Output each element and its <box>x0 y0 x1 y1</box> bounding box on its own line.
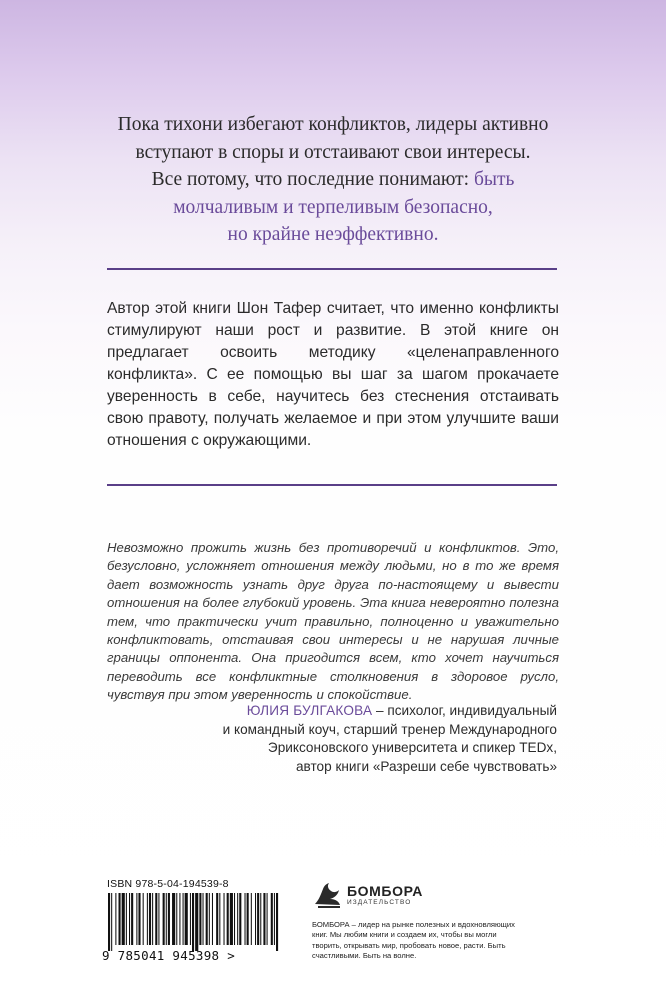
quote-line-1: Пока тихони избегают конфликтов, лидеры активно <box>117 114 549 135</box>
barcode-bar <box>274 893 275 945</box>
isbn-label: ISBN 978-5-04-194539-8 <box>107 878 229 890</box>
barcode-bar <box>255 893 256 945</box>
quote-highlight-2: молчаливым и терпеливым безопасно, <box>173 196 493 218</box>
barcode-bar <box>219 893 220 945</box>
barcode-bar <box>149 893 151 945</box>
barcode-bar <box>212 893 213 945</box>
quote-highlight-1: быть <box>473 169 515 190</box>
barcode-bar <box>172 893 175 945</box>
publisher-name: БОМБОРА <box>347 882 423 899</box>
barcode-bar <box>227 893 229 945</box>
barcode-bar <box>147 893 148 945</box>
barcode-bar <box>190 893 191 945</box>
barcode-bar <box>237 893 238 945</box>
publisher-description: БОМБОРА – лидер на рынке полезных и вдохновляющих книг. Мы любим книги и создаем их, чтобы вы могли творить, открывать мир, пробовать новое, расти. Быть счастливыми. Быть на волне. <box>312 920 515 961</box>
barcode-bar <box>251 893 252 945</box>
publisher-logo <box>312 880 532 910</box>
barcode-bar <box>257 893 259 945</box>
barcode-bar <box>216 893 218 945</box>
barcode-bar <box>203 893 204 945</box>
author-title-4: автор книги «Разреши себе чувствовать» <box>295 758 557 774</box>
quote-line-2: вступают в споры и отстаивают свои интересы. <box>135 141 531 163</box>
author-name: ЮЛИЯ БУЛГАКОВА <box>246 703 373 718</box>
author-title-3: Эриксоновского университета и спикер TEDx, <box>267 740 557 755</box>
barcode-bar <box>247 893 249 945</box>
barcode-bar <box>131 893 133 945</box>
barcode-bar <box>239 893 241 945</box>
review-text: Невозможно прожить жизнь без противоречий и конфликтов. Это, безусловно, усложняет отношения между людьми, но в то же время дает возможность узнать друг друга по-настоящему и вывести отношения на более глубокий уровень. Эта книга невероятно полезна тем, что практически учит правильно, полноценно и уважительно конфликтовать, отстаивая свои интересы и не нарушая личные границы оппонента. Она пригодится всем, кто хочет научиться переводить все конфликтные столкновения в здоровое русло, чувствуя при этом уверенность и спокойствие. <box>107 540 559 703</box>
barcode-bar <box>111 893 112 951</box>
barcode-bar <box>234 893 235 945</box>
author-title-2: и командный коуч, старший тренер Международного <box>222 721 557 737</box>
author-title-1: – психолог, индивидуальный <box>372 703 557 718</box>
barcode-bar <box>195 893 198 951</box>
barcode-bar <box>245 893 246 945</box>
barcode-bar <box>209 893 210 945</box>
barcode-bar <box>115 893 116 945</box>
barcode-bar <box>260 893 261 945</box>
barcode-bar <box>166 893 167 945</box>
barcode-bar <box>271 893 273 945</box>
barcode-graphic <box>104 893 282 951</box>
barcode-digits: 9 785041 945398 > <box>102 948 236 963</box>
barcode-bar <box>158 893 159 945</box>
barcode-bar <box>267 893 268 945</box>
book-description: Автор этой книги Шон Тафер считает, что именно конфликты стимулируют наши рост и развитие. В этой книге он предлагает освоить методику «целенаправленного конфликта». С ее помощью вы шаг за шагом прокачаете уверенность в себе, научитесь без стеснения отстаивать свою правоту, получать желаемое и при этом улучшите ваши отношения с окружающими. <box>107 300 559 449</box>
barcode-bar <box>119 893 121 945</box>
bombora-wave-icon <box>312 880 342 910</box>
barcode-bar <box>163 893 165 945</box>
barcode-bar <box>136 893 137 945</box>
barcode-bar <box>126 893 127 945</box>
barcode-bar <box>129 893 130 945</box>
barcode-bar <box>192 893 194 951</box>
publisher-block <box>312 880 532 962</box>
barcode-bar <box>143 893 144 945</box>
barcode-bar <box>168 893 170 945</box>
quote-line-3: Все потому, что последние понимают: <box>151 169 474 190</box>
barcode-bar <box>224 893 225 945</box>
barcode-bar <box>176 893 177 945</box>
barcode-bar <box>206 893 208 945</box>
barcode-bar <box>122 893 125 945</box>
barcode-bar <box>185 893 188 945</box>
publisher-subtitle: ИЗДАТЕЛЬСТВО <box>347 898 412 906</box>
barcode-bar <box>152 893 153 945</box>
cover-quote <box>60 111 606 249</box>
barcode-bar <box>263 893 265 945</box>
barcode-bar <box>199 893 201 945</box>
barcode-bar <box>179 893 180 945</box>
barcode-bar <box>155 893 157 945</box>
divider-bottom <box>107 484 557 486</box>
divider-top <box>107 268 557 270</box>
barcode-bar <box>138 893 140 945</box>
barcode-bar <box>230 893 233 945</box>
barcode-bar <box>183 893 184 945</box>
barcode-bar <box>276 893 278 951</box>
barcode-bar <box>108 893 110 951</box>
isbn-block <box>104 878 296 963</box>
quote-highlight-3: но крайне неэффективно. <box>227 224 439 245</box>
review-author <box>107 702 557 776</box>
